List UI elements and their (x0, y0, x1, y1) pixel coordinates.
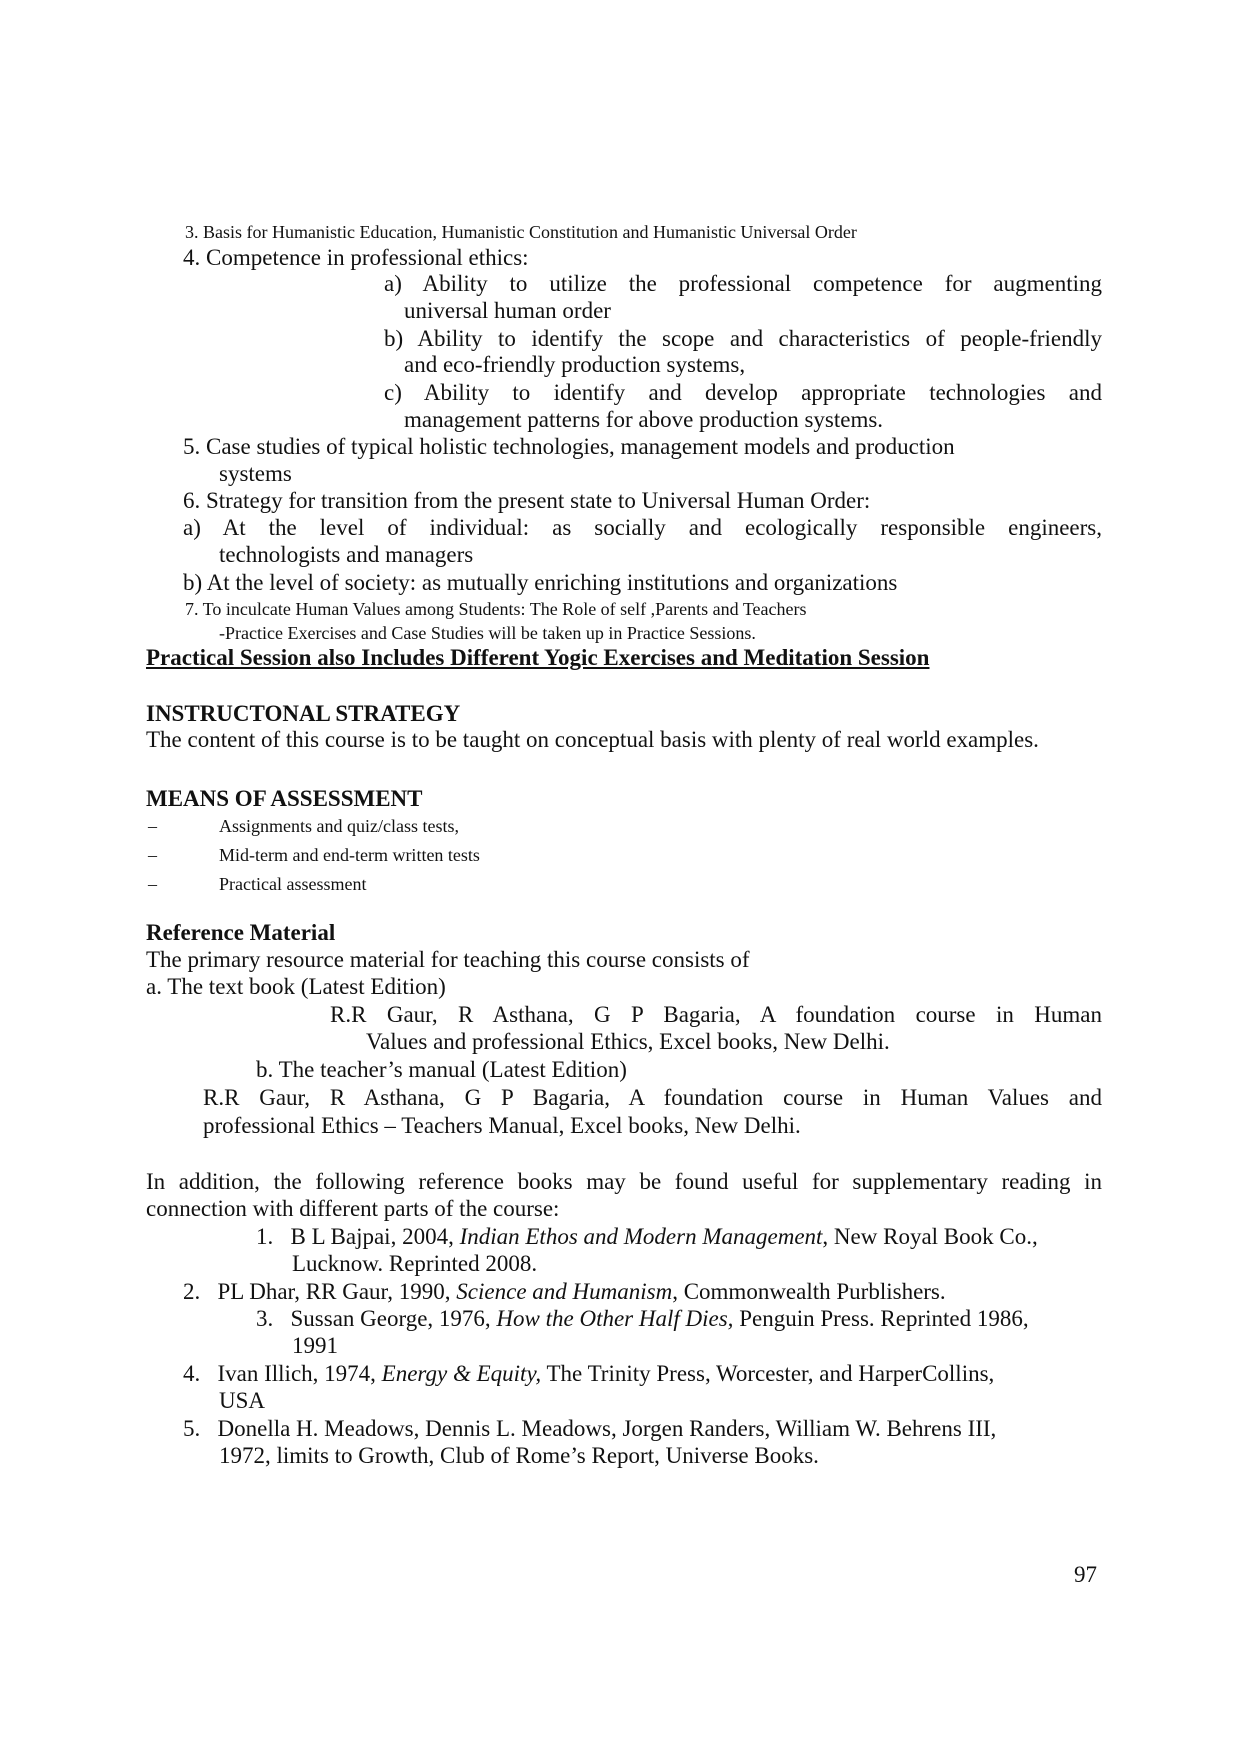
reference-book-number: 4. (183, 1361, 201, 1386)
reference-book-publisher: Penguin Press. Reprinted 1986, (733, 1306, 1029, 1331)
list-item-4b: b) Ability to identify the scope and characteristics of people-friendly (384, 326, 1102, 351)
reference-book-title: How the Other Half Dies, (496, 1306, 734, 1331)
assessment-item: Practical assessment (219, 874, 367, 894)
practical-session-note: Practical Session also Includes Different Yogic Exercises and Meditation Session (146, 645, 930, 670)
list-item-4b-cont: and eco-friendly production systems, (404, 352, 746, 377)
reference-book-5-cont: 1972, limits to Growth, Club of Rome’s Report, Universe Books. (219, 1443, 819, 1468)
reference-book-1-cont: Lucknow. Reprinted 2008. (292, 1251, 538, 1276)
list-item-7-cont: -Practice Exercises and Case Studies will be taken up in Practice Sessions. (219, 623, 756, 643)
list-item-5: 5. Case studies of typical holistic technologies, management models and production (183, 434, 955, 459)
reference-intro: The primary resource material for teaching this course consists of (146, 947, 750, 972)
list-item-4a: a) Ability to utilize the professional competence for augmenting (384, 271, 1102, 296)
reference-book-number: 2. (183, 1279, 201, 1304)
reference-book-authors: Donella H. Meadows, Dennis L. Meadows, Jorgen Randers, William W. Behrens III, (217, 1416, 997, 1441)
reference-book-title: Science and Humanism (456, 1279, 673, 1304)
assessment-dash: – (148, 845, 157, 865)
page-number: 97 (1074, 1562, 1097, 1587)
reference-book-authors: B L Bajpai, 2004, (290, 1224, 460, 1249)
list-item-4: 4. Competence in professional ethics: (183, 245, 529, 270)
reference-book-number: 3. (256, 1306, 274, 1331)
reference-book-1 (256, 1224, 1038, 1250)
list-item-3: 3. Basis for Humanistic Education, Humanistic Constitution and Humanistic Universal Order (185, 222, 857, 242)
assessment-item: Assignments and quiz/class tests, (219, 816, 459, 836)
strategy-text: The content of this course is to be taught on conceptual basis with plenty of real world examples. (146, 727, 1039, 752)
reference-book-authors: Ivan Illich, 1974, (217, 1361, 382, 1386)
reference-heading: Reference Material (146, 920, 336, 945)
reference-book-3-cont: 1991 (292, 1333, 338, 1358)
reference-book-2 (183, 1279, 946, 1305)
reference-book-number: 1. (256, 1224, 274, 1249)
reference-textbook: R.R Gaur, R Asthana, G P Bagaria, A foundation course in Human (330, 1002, 1102, 1027)
reference-textbook-label: a. The text book (Latest Edition) (146, 974, 446, 999)
list-item-6a-cont: technologists and managers (219, 542, 474, 567)
reference-book-publisher: , New Royal Book Co., (822, 1224, 1038, 1249)
reference-book-publisher: , Commonwealth Purblishers. (672, 1279, 946, 1304)
assessment-dash: – (148, 874, 157, 894)
reference-book-5 (183, 1416, 996, 1442)
list-item-4c-cont: management patterns for above production systems. (404, 407, 884, 432)
reference-book-authors: Sussan George, 1976, (290, 1306, 497, 1331)
assessment-item: Mid-term and end-term written tests (219, 845, 480, 865)
reference-manual-cont: professional Ethics – Teachers Manual, Excel books, New Delhi. (203, 1113, 801, 1138)
reference-book-4-cont: USA (219, 1388, 266, 1413)
reference-manual: R.R Gaur, R Asthana, G P Bagaria, A foundation course in Human Values and (203, 1085, 1102, 1110)
list-item-5-cont: systems (219, 461, 292, 486)
reference-book-3 (256, 1306, 1029, 1332)
list-item-6a: a) At the level of individual: as socially and ecologically responsible engineers, (183, 515, 1102, 540)
reference-textbook-cont: Values and professional Ethics, Excel books, New Delhi. (366, 1029, 890, 1054)
list-item-7: 7. To inculcate Human Values among Students: The Role of self ,Parents and Teachers (185, 599, 807, 619)
addition-paragraph: In addition, the following reference books may be found useful for supplementary reading in (146, 1169, 1102, 1194)
addition-paragraph-cont: connection with different parts of the course: (146, 1196, 560, 1221)
reference-book-authors: PL Dhar, RR Gaur, 1990, (217, 1279, 457, 1304)
assessment-dash: – (148, 816, 157, 836)
reference-book-publisher: The Trinity Press, Worcester, and HarperCollins, (541, 1361, 995, 1386)
reference-book-4 (183, 1361, 994, 1387)
reference-book-number: 5. (183, 1416, 201, 1441)
strategy-heading: INSTRUCTONAL STRATEGY (146, 701, 461, 726)
list-item-6b: b) At the level of society: as mutually enriching institutions and organizations (183, 570, 898, 595)
list-item-4c: c) Ability to identify and develop appropriate technologies and (384, 380, 1102, 405)
assessment-heading: MEANS OF ASSESSMENT (146, 786, 423, 811)
reference-book-title: Energy & Equity, (381, 1361, 542, 1386)
reference-manual-label: b. The teacher’s manual (Latest Edition) (256, 1057, 627, 1082)
list-item-4a-cont: universal human order (404, 298, 611, 323)
list-item-6: 6. Strategy for transition from the present state to Universal Human Order: (183, 488, 871, 513)
reference-book-title: Indian Ethos and Modern Management (459, 1224, 823, 1249)
